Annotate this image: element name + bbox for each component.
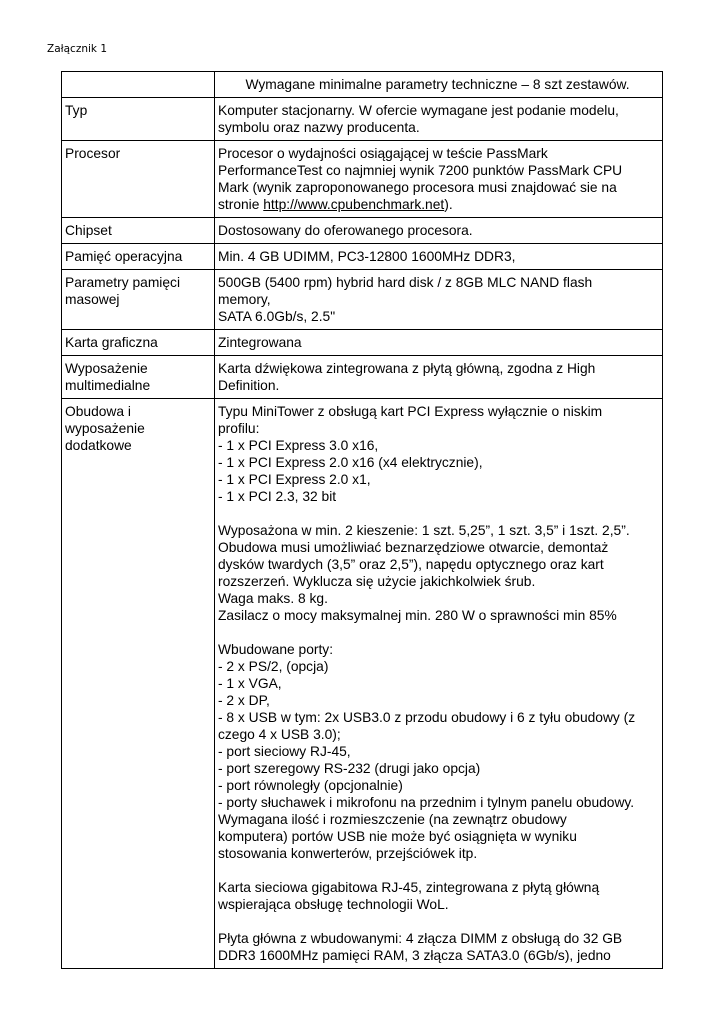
value-line: - 1 x PCI Express 2.0 x1, — [218, 472, 371, 487]
label-line: Karta graficzna — [65, 335, 158, 350]
value-line: komputera) portów USB nie może być osiągnięta w wyniku — [218, 829, 577, 844]
row-value — [215, 218, 663, 244]
value-line: Karta sieciowa gigabitowa RJ-45, zintegrowana z płytą główną — [218, 880, 600, 895]
row-label — [62, 399, 215, 969]
row-value — [215, 270, 663, 330]
value-line: Wyposażona w min. 2 kieszenie: 1 szt. 5,25”, 1 szt. 3,5” i 1szt. 2,5”. — [218, 523, 630, 538]
value-line: - 2 x DP, — [218, 693, 270, 708]
row-label — [62, 356, 215, 399]
value-line: memory, — [218, 292, 271, 307]
label-line: Typ — [65, 103, 88, 118]
paragraph-gap — [218, 913, 657, 930]
value-line: Karta dźwiękowa zintegrowana z płytą główną, zgodna z High — [218, 361, 596, 376]
value-line: - 2 x PS/2, (opcja) — [218, 659, 329, 674]
table-row — [62, 244, 663, 270]
value-line: Definition. — [218, 378, 280, 393]
value-line: - 1 x PCI Express 3.0 x16, — [218, 438, 379, 453]
label-line: masowej — [65, 292, 120, 307]
value-line: Typu MiniTower z obsługą kart PCI Express wyłącznie o niskim — [218, 404, 603, 419]
table-row — [62, 141, 663, 218]
row-label — [62, 141, 215, 218]
table-row — [62, 98, 663, 141]
benchmark-link[interactable]: http://www.cpubenchmark.net — [263, 197, 445, 212]
label-line: Obudowa i — [65, 404, 131, 419]
row-label — [62, 330, 215, 356]
value-line: dysków twardych (3,5” oraz 2,5”), napędu optycznego oraz kart — [218, 557, 604, 572]
value-line: Płyta główna z wbudowanymi: 4 złącza DIMM z obsługą do 32 GB — [218, 931, 623, 946]
value-line: Procesor o wydajności osiągającej w teście PassMark — [218, 146, 548, 161]
label-line: dodatkowe — [65, 438, 132, 453]
table-row — [62, 356, 663, 399]
value-line: Obudowa musi umożliwiać beznarzędziowe otwarcie, demontaż — [218, 540, 609, 555]
table-row — [62, 399, 663, 969]
value-line: Wymagana ilość i rozmieszczenie (na zewnątrz obudowy — [218, 812, 567, 827]
label-line: Parametry pamięci — [65, 275, 181, 290]
value-line: Zasilacz o mocy maksymalnej min. 280 W o sprawności min 85% — [218, 608, 617, 623]
value-line: Waga maks. 8 kg. — [218, 591, 328, 606]
value-line: - 8 x USB w tym: 2x USB3.0 z przodu obudowy i 6 z tyłu obudowy (z — [218, 710, 636, 725]
value-line: SATA 6.0Gb/s, 2.5" — [218, 309, 336, 324]
value-line: Dostosowany do oferowanego procesora. — [218, 223, 473, 238]
label-line: Chipset — [65, 223, 112, 238]
value-line: - port szeregowy RS-232 (drugi jako opcja) — [218, 761, 481, 776]
table-row — [62, 218, 663, 244]
value-line: - port równoległy (opcjonalnie) — [218, 778, 403, 793]
label-line: Procesor — [65, 146, 121, 161]
value-line: symbolu oraz nazwy producenta. — [218, 120, 420, 135]
paragraph-gap — [218, 624, 657, 641]
value-line: wspierająca obsługę technologii WoL. — [218, 897, 449, 912]
paragraph-gap — [218, 505, 657, 522]
value-line: stosowania konwerterów, przejściówek itp. — [218, 846, 478, 861]
row-label — [62, 270, 215, 330]
row-value — [215, 399, 663, 969]
table-row — [62, 330, 663, 356]
row-label — [62, 98, 215, 141]
row-value — [215, 98, 663, 141]
value-line: Min. 4 GB UDIMM, PC3-12800 1600MHz DDR3, — [218, 249, 516, 264]
label-line: wyposażenie — [65, 421, 145, 436]
value-line: - port sieciowy RJ-45, — [218, 744, 351, 759]
value-line: DDR3 1600MHz pamięci RAM, 3 złącza SATA3.0 (6Gb/s), jedno — [218, 948, 611, 963]
label-line: Wyposażenie — [65, 361, 148, 376]
table-header-title: Wymagane minimalne parametry techniczne – 8 szt zestawów. — [215, 72, 663, 98]
header-empty-cell — [62, 72, 215, 98]
link-suffix: ). — [444, 197, 453, 212]
row-value — [215, 141, 663, 218]
value-line: Wbudowane porty: — [218, 642, 334, 657]
label-line: Pamięć operacyjna — [65, 249, 183, 264]
value-line — [218, 196, 657, 213]
value-line: czego 4 x USB 3.0); — [218, 727, 341, 742]
value-line: - 1 x VGA, — [218, 676, 282, 691]
row-label — [62, 244, 215, 270]
row-label — [62, 218, 215, 244]
value-line: Zintegrowana — [218, 335, 302, 350]
row-value — [215, 330, 663, 356]
table-row — [62, 270, 663, 330]
row-value — [215, 356, 663, 399]
spec-table — [61, 71, 663, 969]
value-line: 500GB (5400 rpm) hybrid hard disk / z 8GB MLC NAND flash — [218, 275, 593, 290]
label-line: multimedialne — [65, 378, 151, 393]
value-line: - 1 x PCI 2.3, 32 bit — [218, 489, 337, 504]
table-header-row — [62, 72, 663, 98]
attachment-label: Załącznik 1 — [47, 43, 108, 55]
paragraph-gap — [218, 862, 657, 879]
value-line: Komputer stacjonarny. W ofercie wymagane jest podanie modelu, — [218, 103, 619, 118]
value-line: rozszerzeń. Wyklucza się użycie jakichkolwiek śrub. — [218, 574, 536, 589]
value-line: - 1 x PCI Express 2.0 x16 (x4 elektrycznie), — [218, 455, 483, 470]
value-line: PerformanceTest co najmniej wynik 7200 punktów PassMark CPU — [218, 163, 623, 178]
value-line: Mark (wynik zaproponowanego procesora musi znajdować sie na — [218, 180, 617, 195]
link-prefix: stronie — [218, 197, 264, 212]
value-line: profilu: — [218, 421, 260, 436]
value-line: - porty słuchawek i mikrofonu na przednim i tylnym panelu obudowy. — [218, 795, 635, 810]
row-value — [215, 244, 663, 270]
